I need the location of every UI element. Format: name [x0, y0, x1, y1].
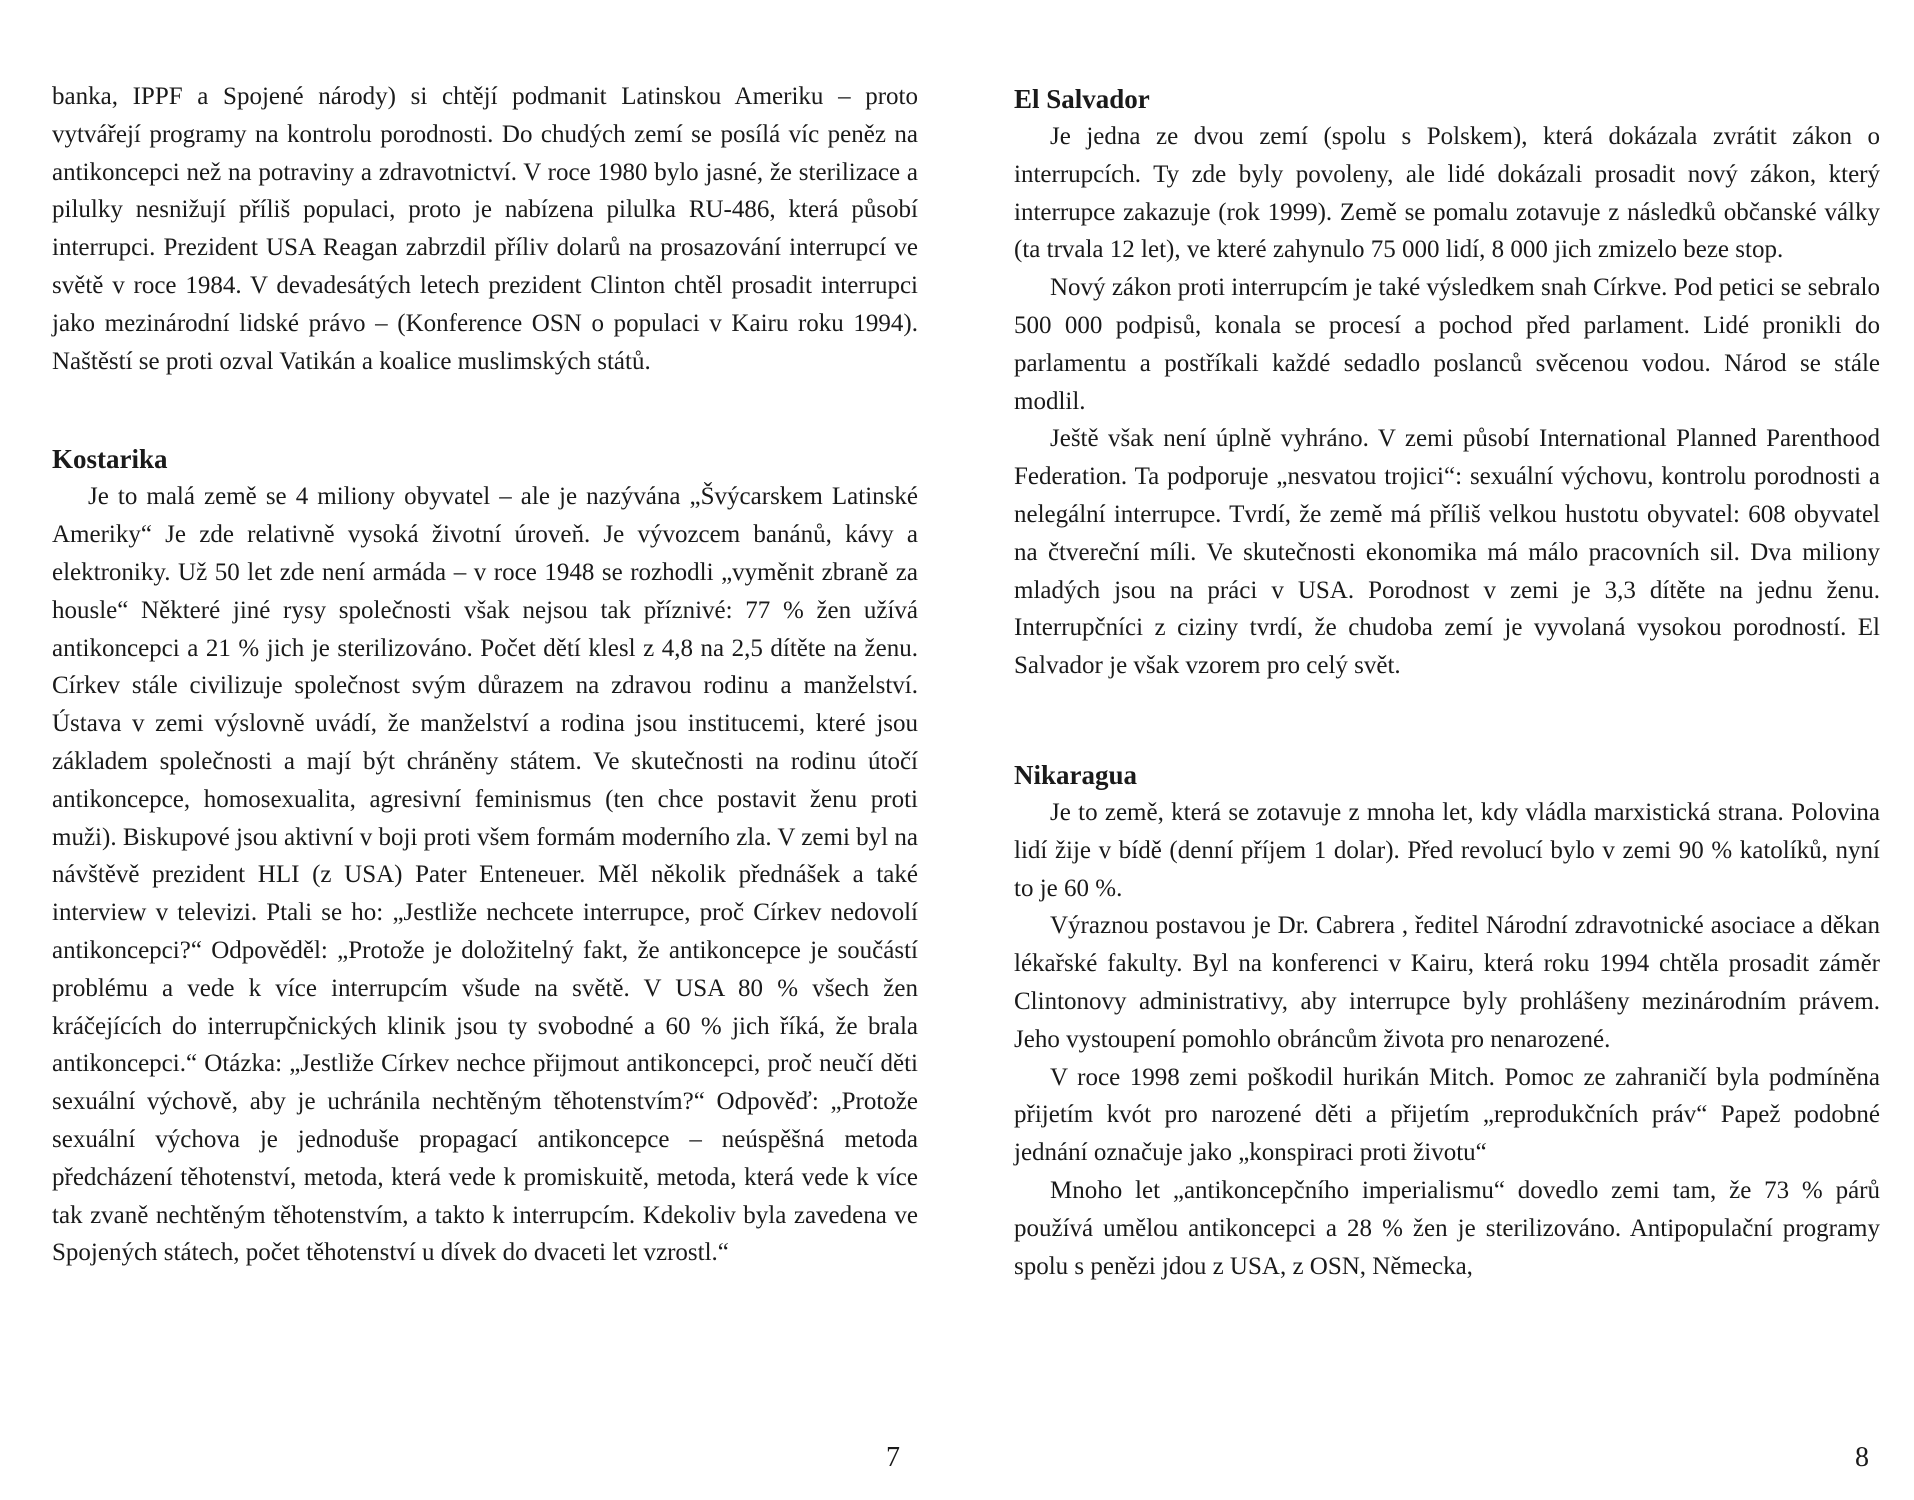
page-number-right: 8 [1855, 1442, 1869, 1473]
page-number-left: 7 [886, 1442, 900, 1473]
right-page [1014, 0, 1880, 1285]
el-salvador-paragraph-1: Je jedna ze dvou zemí (spolu s Polskem), která dokázala zvrátit zákon o interrupcích. Ty zde byly povoleny, ale lidé dokázali prosadit nový zákon, který interrupce zakazuje (rok 1999). Země se pomalu zotavuje z následků občanské války (ta trvala 12 let), ve které zahynulo 75 000 lidí, 8 000 jich zmizelo beze stop. [1014, 123, 1880, 264]
nikaragua-paragraph-4: Mnoho let „antikoncepčního imperialismu“ dovedlo zemi tam, že 73 % párů používá umělou antikoncepci a 28 % žen je sterilizováno. Antipopulační programy spolu s penězi jdou z USA, z OSN, Německa, [1014, 1176, 1880, 1280]
intro-paragraph: banka, IPPF a Spojené národy) si chtějí podmanit Latinskou Ameriku – proto vytvářejí programy na kontrolu porodnosti. Do chudých zemí se posílá víc peněz na antikoncepci než na potraviny a zdravotnictví. V roce 1980 bylo jasné, že sterilizace a pilulky nesnižují příliš populaci, proto je nabízena pilulka RU-486, která působí interrupci. Prezident USA Reagan zabrzdil příliv dolarů na prosazování interrupcí ve světě v roce 1984. V devadesátých letech prezident Clinton chtěl prosadit interrupci jako mezinárodní lidské právo – (Konference OSN o populaci v Kairu roku 1994). Naštěstí se proti ozval Vatikán a koalice muslimských států. [52, 83, 918, 375]
nikaragua-paragraph-3: V roce 1998 zemi poškodil hurikán Mitch. Pomoc ze zahraničí byla podmíněna přijetím kvót pro narozené děti a přijetím „reprodukčních práv“ Papež podobné jednání označuje jako „konspiraci proti životu“ [1014, 1063, 1880, 1167]
el-salvador-paragraph-2: Nový zákon proti interrupcím je také výsledkem snah Církve. Pod petici se sebralo 500 000 podpisů, konala se procesí a pochod před parlament. Lidé pronikli do parlamentu a postříkali každé sedadlo poslanců svěcenou vodou. Národ se stále modlil. [1014, 274, 1880, 415]
nikaragua-paragraph-1: Je to země, která se zotavuje z mnoha let, kdy vládla marxistická strana. Polovina lidí žije v bídě (denní příjem 1 dolar). Před revolucí bylo v zemi 90 % katolíků, nyní to je 60 %. [1014, 798, 1880, 902]
left-page [52, 0, 918, 1272]
el-salvador-paragraph-3: Ještě však není úplně vyhráno. V zemi působí International Planned Parenthood Federation. Ta podporuje „nesvatou trojici“: sexuální výchovu, kontrolu porodnosti a nelegální interrupce. Tvrdí, že země má příliš velkou hustotu obyvatel: 608 obyvatel na čtvereční míli. Ve skutečnosti ekonomika má málo pracovních sil. Dva miliony mladých jsou na práci v USA. Porodnost v zemi je 3,3 dítěte na jednu ženu. Interrupčníci z ciziny tvrdí, že chudoba zemí je vyvolaná vysokou porodností. El Salvador je však vzorem pro celý svět. [1014, 425, 1880, 680]
nikaragua-paragraph-2: Výraznou postavou je Dr. Cabrera , ředitel Národní zdravotnické asociace a děkan lékařské fakulty. Byl na konferenci v Kairu, která roku 1994 chtěla prosadit záměr Clintonovy administrativy, aby interrupce byly prohlášeny mezinárodním právem. Jeho vystoupení pomohlo obráncům života pro nenarozené. [1014, 912, 1880, 1053]
kostarika-paragraph: Je to malá země se 4 miliony obyvatel – ale je nazývána „Švýcarskem Latinské Ameriky“ Je zde relativně vysoká životní úroveň. Je vývozcem banánů, kávy a elektroniky. Už 50 let zde není armáda – v roce 1948 se rozhodli „vyměnit zbraně za housle“ Některé jiné rysy společnosti však nejsou tak příznivé: 77 % žen užívá antikoncepci a 21 % jich je sterilizováno. Počet dětí klesl z 4,8 na 2,5 dítěte na ženu. Církev stále civilizuje společnost svým důrazem na zdravou rodinu a manželství. Ústava v zemi výslovně uvádí, že manželství a rodina jsou institucemi, které jsou základem společnosti a mají být chráněny státem. Ve skutečnosti na rodinu útočí antikoncepce, homosexualita, agresivní feminismus (ten chce postavit ženu proti muži). Biskupové jsou aktivní v boji proti všem formám moderního zla. V zemi byl na návštěvě prezident HLI (z USA) Pater Enteneuer. Měl několik přednášek a také interview v televizi. Ptali se ho: „Jestliže nechcete interrupce, proč Církev nedovolí antikoncepci?“ Odpověděl: „Protože je doložitelný fakt, že antikoncepce je součástí problému a vede k více interrupcím všude na světě. V USA 80 % všech žen kráčejících do interrupčnických klinik jsou ty svobodné a 60 % jich říká, že brala antikoncepci.“ Otázka: „Jestliže Církev nechce přijmout antikoncepci, proč neučí děti sexuální výchově, aby je uchránila nechtěným těhotenstvím?“ Odpověď: „Protože sexuální výchova je jednoduše propagací antikoncepce – neúspěšná metoda předcházení těhotenství, metoda, která vede k promiskuitě, metoda, která vede k více tak zvaně nechtěným těhotenstvím, a takto k interrupcím. Kdekoliv byla zavedena ve Spojených státech, počet těhotenství u dívek do dvaceti let vzrostl.“ [52, 483, 918, 1267]
section-heading-el-salvador: El Salvador [1014, 84, 1150, 114]
section-heading-nikaragua: Nikaragua [1014, 759, 1138, 790]
section-heading-kostarika: Kostarika [52, 444, 168, 475]
